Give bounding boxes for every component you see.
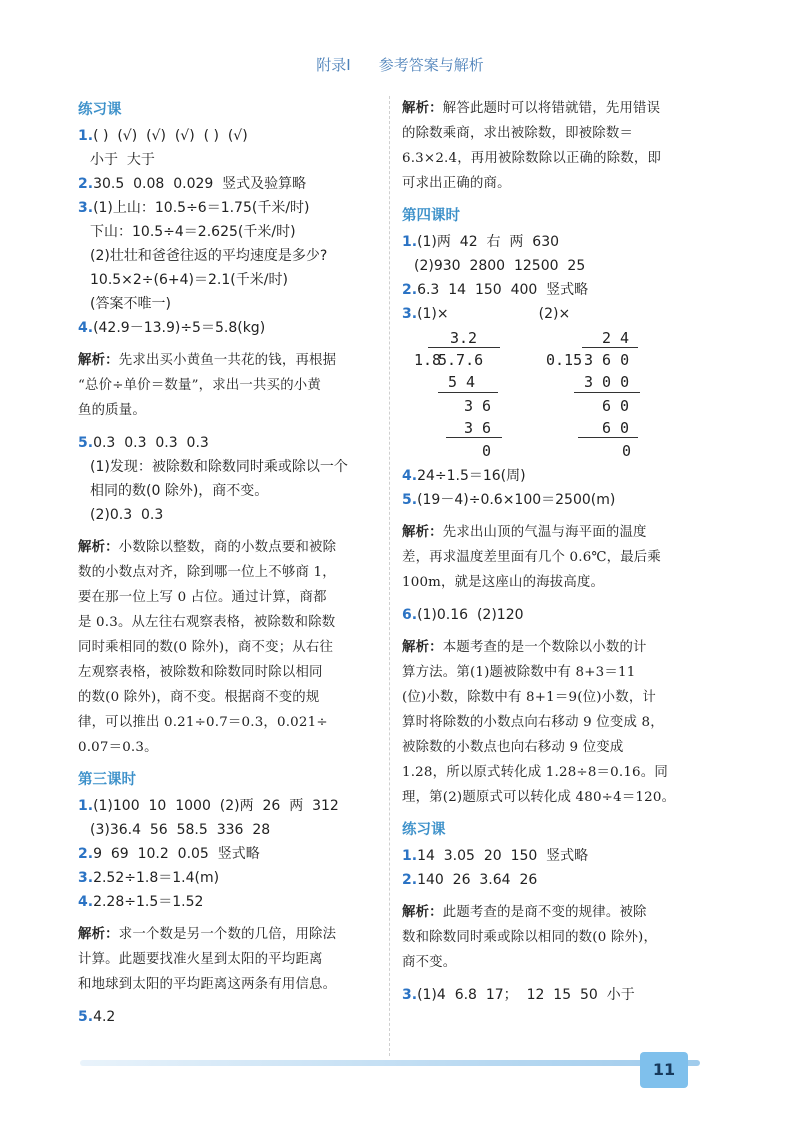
answer-line: (2)0.3 0.3 [90,507,164,523]
division-step: 5 4 [448,373,476,391]
division-line [438,392,498,393]
answer-text: 2.52÷1.8＝1.4(m) [93,870,220,886]
division-dividend: 3 6 0 [584,351,630,369]
answer-line [402,302,722,326]
answer-line [78,1005,378,1029]
answer-line [78,842,378,866]
question-number: 4. [402,468,418,484]
division-step: 6 0 [602,419,630,437]
question-number: 1. [402,234,418,250]
right-column [402,92,722,1007]
answer-text: (2)× [538,306,571,322]
answer-text: (42.9－13.9)÷5＝5.8(kg) [93,320,266,336]
answer-text: (1)× [417,306,449,322]
division-step: 3 6 [464,419,492,437]
question-number: 3. [402,987,418,1003]
answer-text: (1)100 10 1000 (2)两 26 两 312 [93,798,339,814]
question-number: 5. [78,1009,94,1025]
analysis-label: 解析： [402,525,443,540]
answer-line [402,868,722,892]
section-title: 练习课 [78,102,122,118]
page-number: 11 [640,1052,688,1088]
answer-line [402,603,722,627]
answer-text: 140 26 3.64 26 [417,872,538,888]
division-quotient: 2 4 [602,329,630,347]
answer-line: (答案不唯一) [90,296,171,312]
question-number: 3. [78,200,94,216]
division-divisor: 0.15 [546,351,583,369]
division-step: 3 6 [464,397,492,415]
question-number: 2. [402,282,418,298]
header-title: 参考答案与解析 [378,56,484,74]
question-number: 1. [78,128,94,144]
answer-text: (1)上山：10.5÷6＝1.75(千米/时) [93,200,310,216]
answer-line: 下山：10.5÷4＝2.625(千米/时) [90,224,296,240]
question-number: 3. [402,306,418,322]
answer-line [78,124,378,148]
analysis-label: 解析： [402,905,443,920]
answer-text: (1)两 42 右 两 630 [417,234,560,250]
question-number: 5. [402,492,418,508]
answer-text: 14 3.05 20 150 竖式略 [417,848,589,864]
analysis-block: 解析：此题考查的是商不变的规律。被除 数和除数同时乘或除以相同的数(0 除外)， 商不变。 [402,905,658,970]
analysis-block: 解析：本题考查的是一个数除以小数的计 算方法。第(1)题被除数中有 8+3＝11 (位)小数，除数中有 8+1＝9(位)小数，计 算时将除数的小数点向右移动 9 位变成 8， 被除数的小数点也向右移动 9 位变成 1.28，所以原式转化成 1.28÷8＝0.16。同 理，第(2)题原式可以转化成 480÷4＝120。 [402,640,676,805]
answer-text: ( ) (√) (√) (√) ( ) (√) [93,128,248,144]
division-step: 6 0 [602,397,630,415]
answer-line [78,794,378,818]
analysis-label: 解析： [78,540,119,555]
answer-line: 相同的数(0 除外)，商不变。 [90,483,269,499]
answer-line [402,488,722,512]
answer-text: (1)0.16 (2)120 [417,607,524,623]
analysis-block: 解析：先求出买小黄鱼一共花的钱，再根据 “总价÷单价＝数量”，求出一共买的小黄 鱼的质量。 [78,353,337,418]
answer-text: 4.2 [93,1009,116,1025]
question-number: 4. [78,320,94,336]
question-number: 5. [78,435,94,451]
section-title: 第三课时 [78,772,136,788]
answer-line: (1)发现：被除数和除数同时乘或除以一个 [90,459,348,475]
answer-line [78,196,378,220]
analysis-label: 解析： [402,101,443,116]
analysis-block: 解析：解答此题时可以将错就错，先用错误 的除数乘商，求出被除数，即被除数＝ 6.3×2.4，再用被除数除以正确的除数，即 可求出正确的商。 [402,101,662,191]
answer-text: 24÷1.5＝16(周) [417,468,526,484]
analysis-label: 解析： [402,640,443,655]
analysis-block: 解析：小数除以整数，商的小数点要和被除 数的小数点对齐，除到哪一位上不够商 1， 要在那一位上写 0 占位。通过计算，商都 是 0.3。从左往右观察表格，被除数和除数 同时乘相同的数(0 除外)，商不变；从右往 左观察表格，被除数和除数同时除以相同 的数(0 除外)，商不变。根据商不变的规 律，可以推出 0.21÷0.7＝0.3，0.021÷ 0.07＝0.3。 [78,540,337,755]
question-number: 2. [78,846,94,862]
question-number: 2. [78,176,94,192]
answer-text: 9 69 10.2 0.05 竖式略 [93,846,260,862]
division-line [574,392,640,393]
answer-line [78,316,378,340]
question-number: 3. [78,870,94,886]
question-number: 1. [78,798,94,814]
answer-text: (1)4 6.8 17； 12 15 50 小于 [417,987,635,1003]
division-divisor: 1.8 [414,351,442,369]
left-column [78,92,378,1029]
answer-line [402,230,722,254]
answer-line [402,844,722,868]
footer-bar [80,1060,700,1066]
division-line [578,437,638,438]
analysis-label: 解析： [78,353,119,368]
answer-text: 2.28÷1.5＝1.52 [93,894,204,910]
division-line [446,437,502,438]
question-number: 2. [402,872,418,888]
answer-text: 6.3 14 150 400 竖式略 [417,282,589,298]
question-number: 1. [402,848,418,864]
analysis-block: 解析：求一个数是另一个数的几倍，用除法 计算。此题要找准火星到太阳的平均距离 和地球到太阳的平均距离这两条有用信息。 [78,927,337,992]
question-number: 4. [78,894,94,910]
division-remainder: 0 [482,442,492,460]
answer-line [402,464,722,488]
analysis-block: 解析：先求出山顶的气温与海平面的温度 差，再求温度差里面有几个 0.6℃，最后乘 100m，就是这座山的海拔高度。 [402,525,661,590]
section-title: 第四课时 [402,208,460,224]
answer-line: (2)930 2800 12500 25 [414,258,586,274]
column-divider [389,96,390,1056]
answer-line: (2)壮壮和爸爸往返的平均速度是多少? [90,248,328,264]
section-title: 练习课 [402,822,446,838]
question-number: 6. [402,607,418,623]
page-header [0,54,800,75]
analysis-label: 解析： [78,927,119,942]
answer-line: (3)36.4 56 58.5 336 28 [90,822,271,838]
answer-line [402,983,722,1007]
answer-line: 小于 大于 [90,152,155,168]
answer-line [78,890,378,914]
answer-text: 30.5 0.08 0.029 竖式及验算略 [93,176,307,192]
division-quotient: 3.2 [450,329,478,347]
answer-line [402,278,722,302]
division-dividend: 5.7.6 [438,351,484,369]
answer-text: (19－4)÷0.6×100＝2500(m) [417,492,616,508]
answer-line [78,172,378,196]
division-step: 3 0 0 [584,373,630,391]
answer-text: 0.3 0.3 0.3 0.3 [93,435,209,451]
long-division-area [402,326,722,464]
answer-line [78,866,378,890]
appendix-label: 附录Ⅰ [316,56,351,74]
answer-line: 10.5×2÷(6+4)＝2.1(千米/时) [90,272,288,288]
answer-line [78,431,378,455]
division-remainder: 0 [622,442,632,460]
